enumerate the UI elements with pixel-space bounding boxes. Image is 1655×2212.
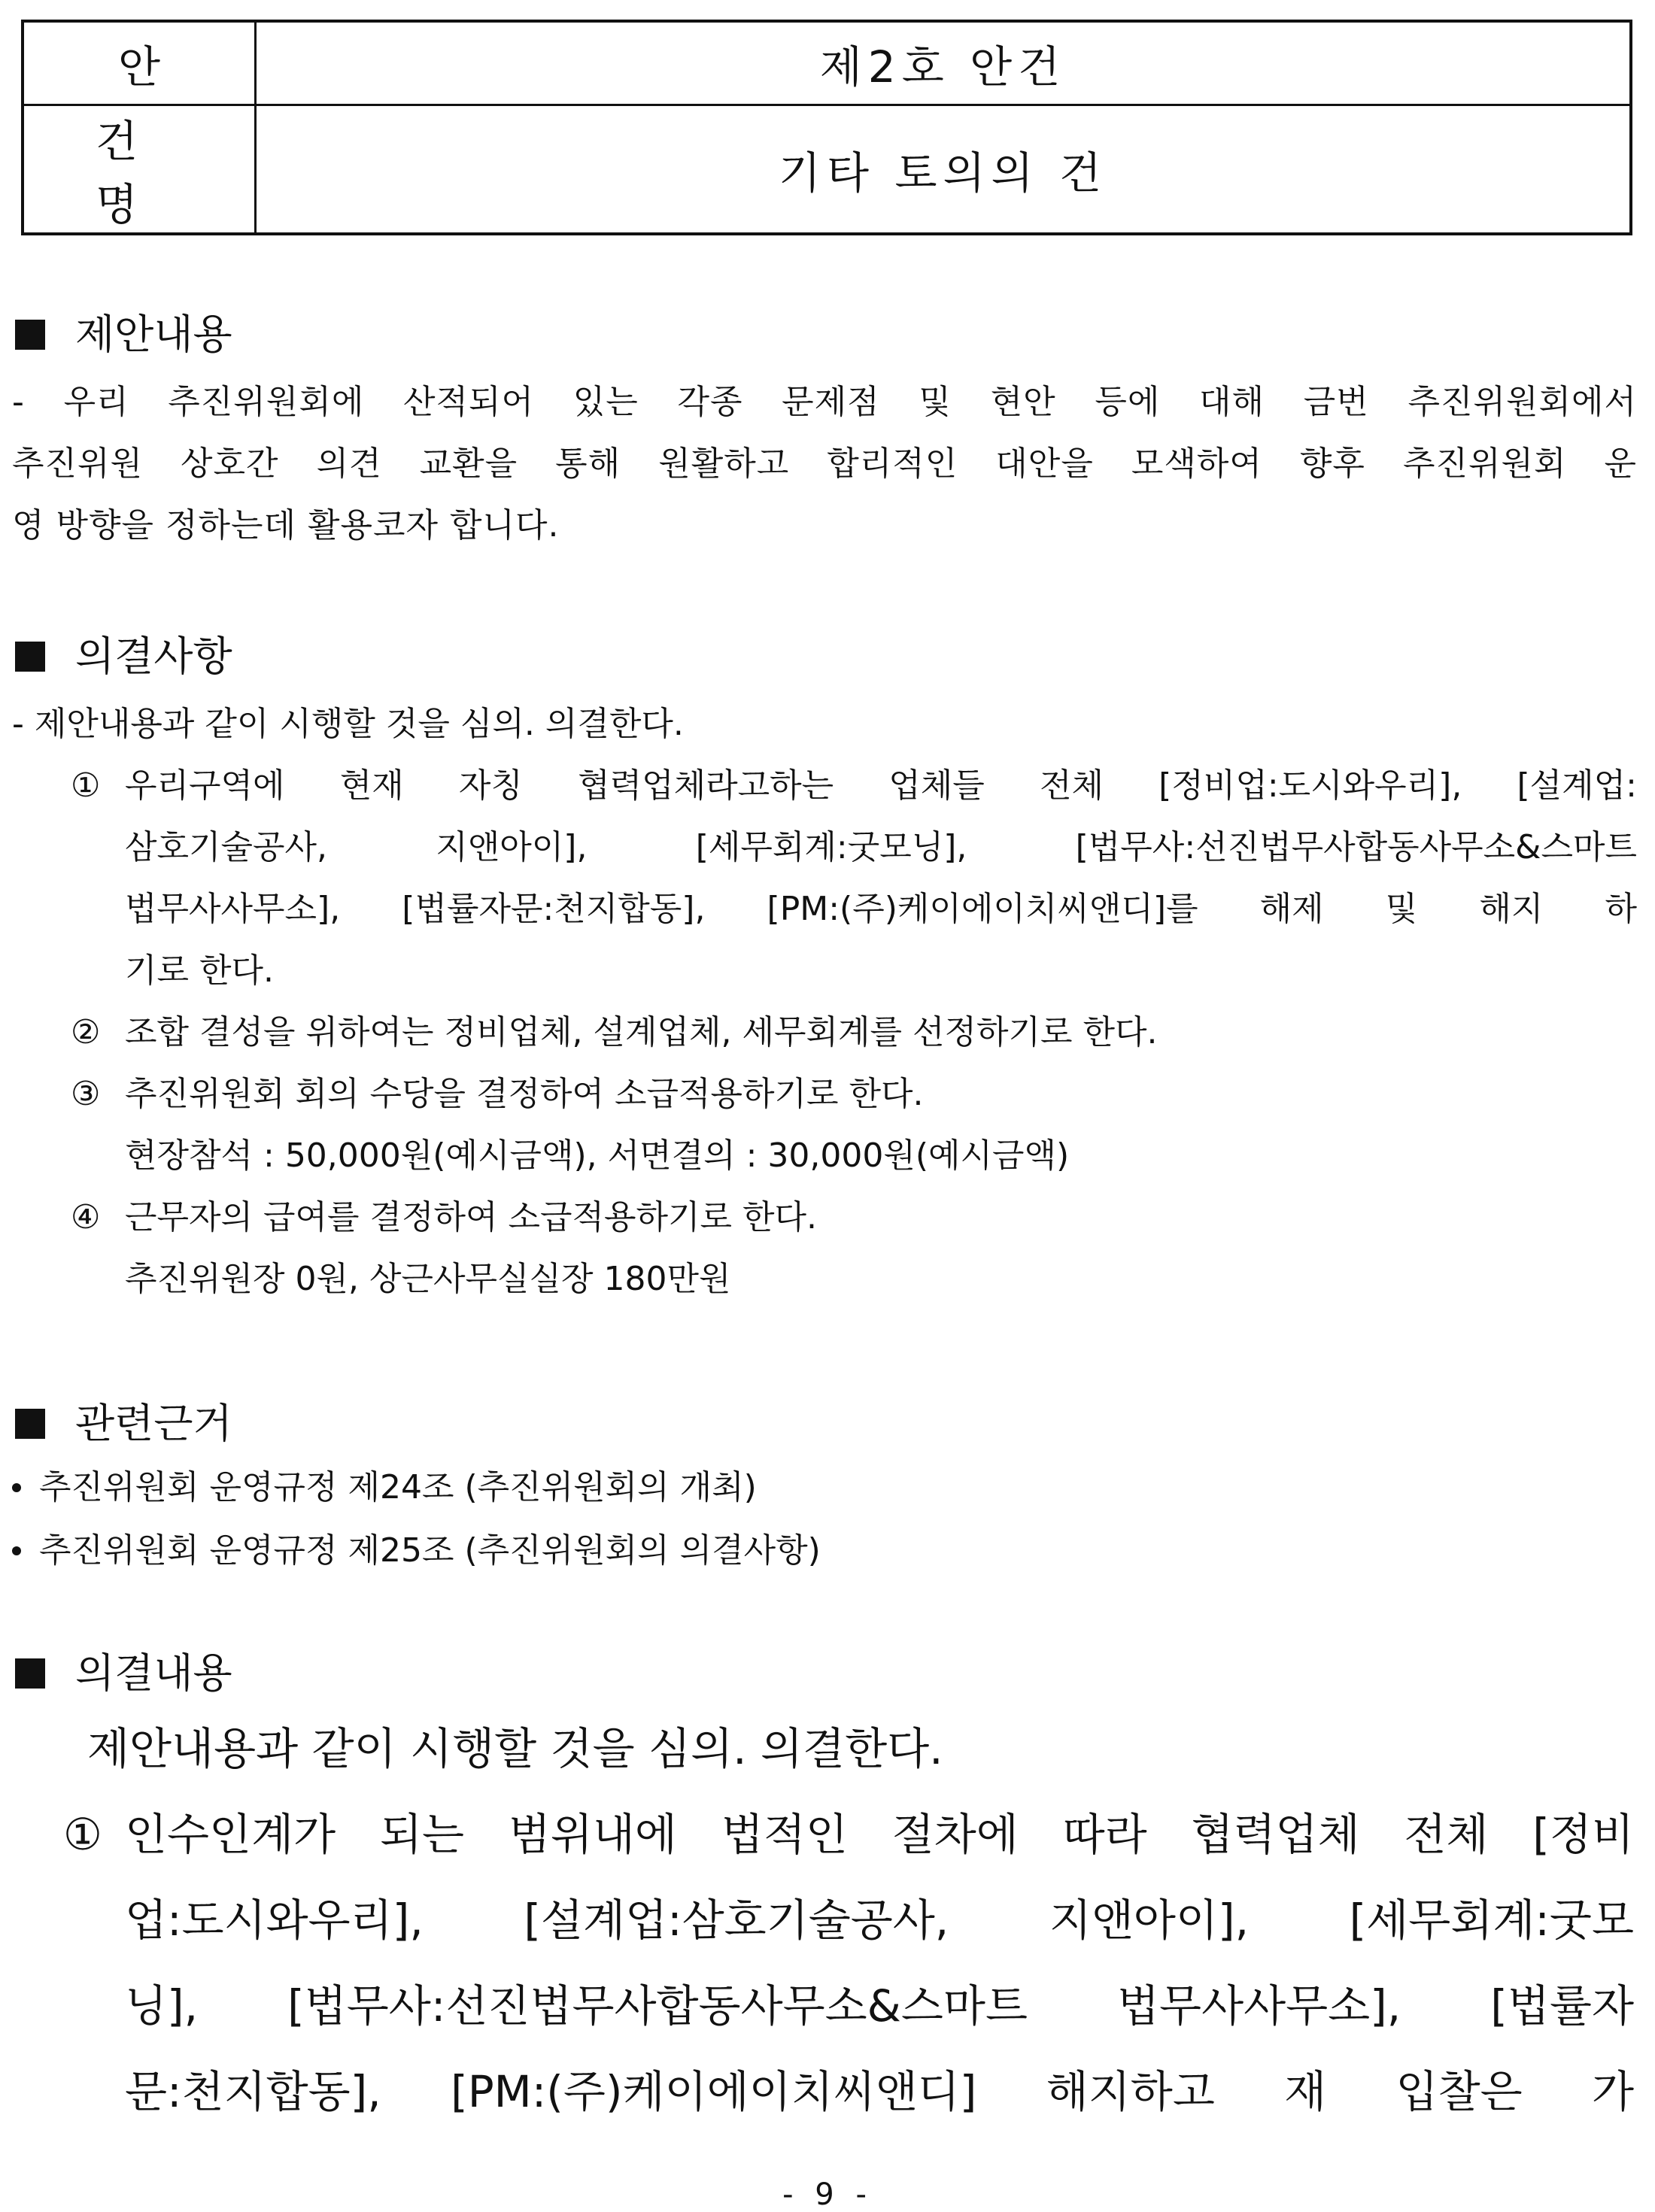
proposal-paragraph (12, 372, 1637, 557)
bullet-dot-icon (12, 1546, 21, 1555)
proposal-line: 추진위원 상호간 의견 교환을 통해 원활하고 합리적인 대안을 모색하여 향후 추진위원회 운 (12, 445, 1637, 483)
item-line: 업:도시와우리], [설계업:삼호기술공사, 지앤아이], [세무회계:굿모 (125, 1895, 1634, 1946)
square-bullet-icon (15, 1658, 45, 1689)
item-number: ④ (71, 1198, 101, 1236)
agenda-title-label-cell: 건 명 (23, 105, 256, 235)
proposal-line: 영 방향을 정하는데 활용코자 합니다. (12, 506, 560, 545)
item-line: 조합 결성을 위하여는 정비업체, 설계업체, 세무회계를 선정하기로 한다. (125, 1013, 1158, 1051)
resolution-items-list (12, 693, 1637, 1310)
item-number: ② (71, 1013, 101, 1051)
list-item (12, 1187, 1637, 1310)
section-title-proposal: 제안내용 (15, 314, 232, 355)
item-number: ③ (71, 1075, 101, 1113)
list-item (12, 755, 1637, 1002)
agenda-number-cell: 제2호 안건 (256, 21, 1632, 105)
item-line: 기로 한다. (125, 951, 274, 990)
resolution-content-intro: 제안내용과 같이 시행할 것을 심의. 의결한다. (87, 1723, 943, 1774)
bullet-dot-icon (12, 1483, 21, 1492)
agenda-title-cell: 기타 토의의 건 (256, 105, 1632, 235)
item-line: 추진위원회 회의 수당을 결정하여 소급적용하기로 한다. (125, 1075, 924, 1113)
proposal-line: - 우리 추진위원회에 산적되어 있는 각종 문제점 및 현안 등에 대해 금번 추진위원회에서 (12, 383, 1637, 421)
list-item (12, 1002, 1637, 1064)
agenda-title-row (23, 105, 1631, 235)
basis-item: 추진위원회 운영규정 제25조 (추진위원회의 의결사항) (12, 1534, 821, 1567)
resolution-content-body (12, 1706, 1634, 2135)
list-item (12, 1064, 1637, 1187)
square-bullet-icon (15, 1409, 45, 1439)
agenda-header-table (21, 20, 1632, 235)
item-line: 추진위원장 0원, 상근사무실실장 180만원 (125, 1260, 731, 1298)
square-bullet-icon (15, 642, 45, 672)
item-line: 삼호기술공사, 지앤아이], [세무회계:굿모닝], [법무사:선진법무사합동사무소&스마트 (125, 828, 1637, 866)
section-title-basis: 관련근거 (15, 1403, 232, 1444)
item-number: ① (71, 766, 101, 805)
item-line: 인수인계가 되는 범위내에 법적인 절차에 따라 협력업체 전체 [정비 (125, 1809, 1634, 1860)
page-number: - 9 - (782, 2177, 873, 2212)
item-line: 근무자의 급여를 결정하여 소급적용하기로 한다. (125, 1198, 818, 1236)
item-line: 닝], [법무사:선진법무사합동사무소&스마트 법무사사무소], [법률자 (125, 1980, 1634, 2031)
item-line: 우리구역에 현재 자칭 협력업체라고하는 업체들 전체 [정비업:도시와우리], [설계업: (125, 766, 1637, 805)
section-title-resolution-items: 의결사항 (15, 636, 232, 677)
item-line: 현장참석 : 50,000원(예시금액), 서면결의 : 30,000원(예시금액) (125, 1136, 1070, 1175)
section-title-resolution-content: 의결내용 (15, 1653, 232, 1694)
item-number: ① (63, 1809, 102, 1860)
agenda-number-row (23, 21, 1631, 105)
square-bullet-icon (15, 320, 45, 350)
agenda-label-cell: 안 (23, 21, 256, 105)
item-line: 법무사사무소], [법률자문:천지합동], [PM:(주)케이에이치씨앤디]를 해제 및 해지 하 (125, 890, 1637, 928)
resolution-intro: - 제안내용과 같이 시행할 것을 심의. 의결한다. (12, 705, 684, 743)
list-item (12, 1792, 1634, 2135)
basis-item: 추진위원회 운영규정 제24조 (추진위원회의 개최) (12, 1471, 757, 1504)
item-line: 문:천지합동], [PM:(주)케이에이치씨앤디] 해지하고 재 입찰은 가 (125, 2066, 1634, 2117)
